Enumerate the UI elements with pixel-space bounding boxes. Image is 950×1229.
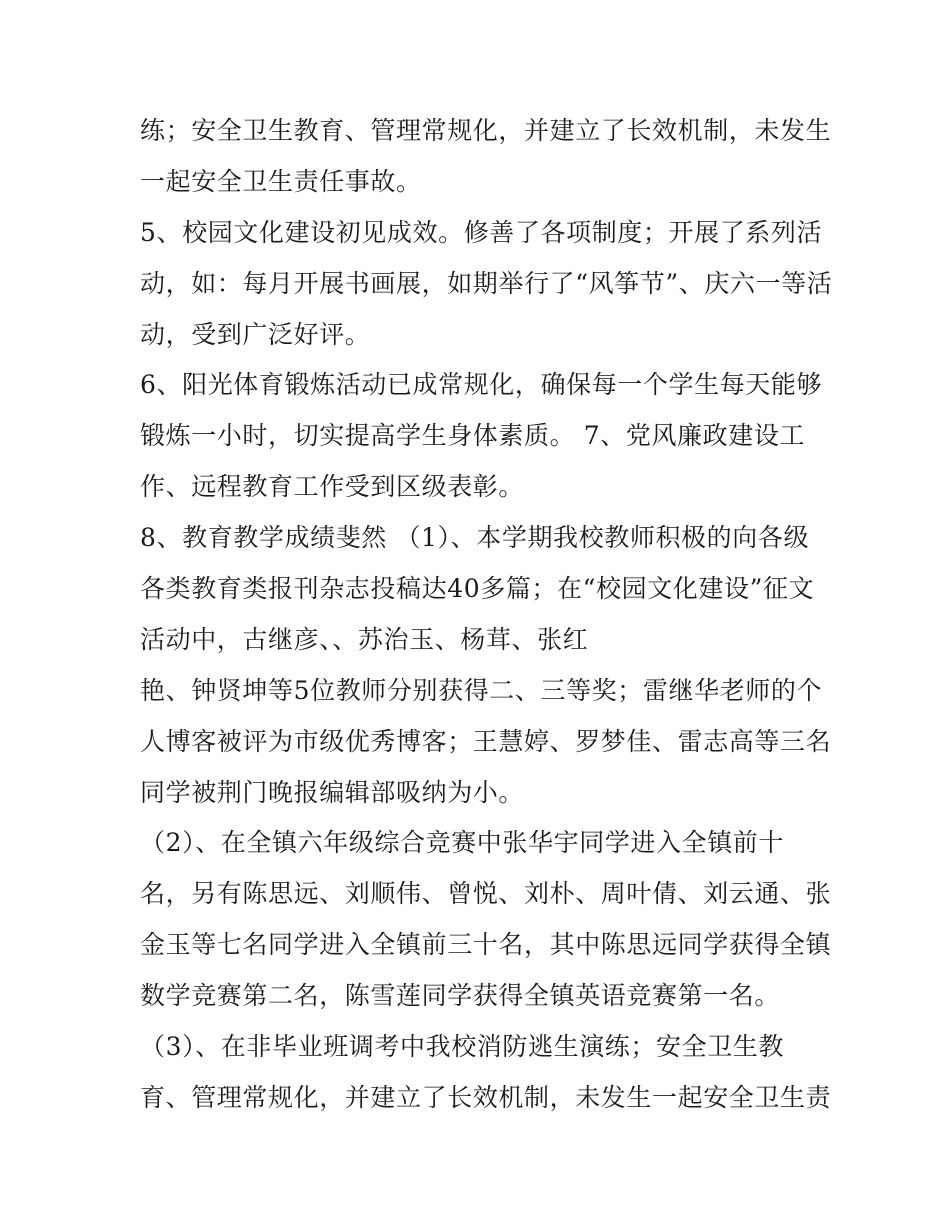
text-line: 艳、钟贤坤等5位教师分别获得二、三等奖；雷继华老师的个 <box>140 675 823 705</box>
text-line: （2）、在全镇六年级综合竞赛中张华宇同学进入全镇前十 <box>140 828 785 858</box>
text-line: 动，如：每月开展书画展，如期举行了“风筝节”、庆六一等活 <box>140 268 833 298</box>
text-line: 5、校园文化建设初见成效。修善了各项制度；开展了系列活 <box>140 217 823 247</box>
text-line: 育、管理常规化，并建立了长效机制，未发生一起安全卫生责 <box>140 1082 832 1112</box>
document-body <box>140 106 833 1124</box>
text-line: 数学竞赛第二名，陈雪莲同学获得全镇英语竞赛第一名。 <box>140 981 781 1011</box>
text-line: 作、远程教育工作受到区级表彰。 <box>140 472 525 502</box>
text-line: 各类教育类报刊杂志投稿达40多篇；在“校园文化建设”征文 <box>140 574 815 604</box>
text-line: 一起安全卫生责任事故。 <box>140 166 422 196</box>
text-line: 8、教育教学成绩斐然 （1）、本学期我校教师积极的向各级 <box>140 523 810 553</box>
text-line: 6、阳光体育锻炼活动已成常规化，确保每一个学生每天能够 <box>140 370 823 400</box>
text-line: 名，另有陈思远、刘顺伟、曾悦、刘朴、周叶倩、刘云通、张 <box>140 879 832 909</box>
text-line: 活动中，古继彦、、苏治玉、杨茸、张红 <box>140 624 589 654</box>
text-line: 锻炼一小时，切实提高学生身体素质。 7、党风廉政建设工 <box>140 421 806 451</box>
text-line: 金玉等七名同学进入全镇前三十名，其中陈思远同学获得全镇 <box>140 930 832 960</box>
text-line: （3）、在非毕业班调考中我校消防逃生演练；安全卫生教 <box>140 1032 785 1062</box>
text-line: 练；安全卫生教育、管理常规化，并建立了长效机制，未发生 <box>140 116 832 145</box>
text-line: 动，受到广泛好评。 <box>140 319 371 349</box>
text-line: 人博客被评为市级优秀博客；王慧婷、罗梦佳、雷志高等三名 <box>140 726 832 756</box>
text-line: 同学被荆门晚报编辑部吸纳为小。 <box>140 777 525 807</box>
